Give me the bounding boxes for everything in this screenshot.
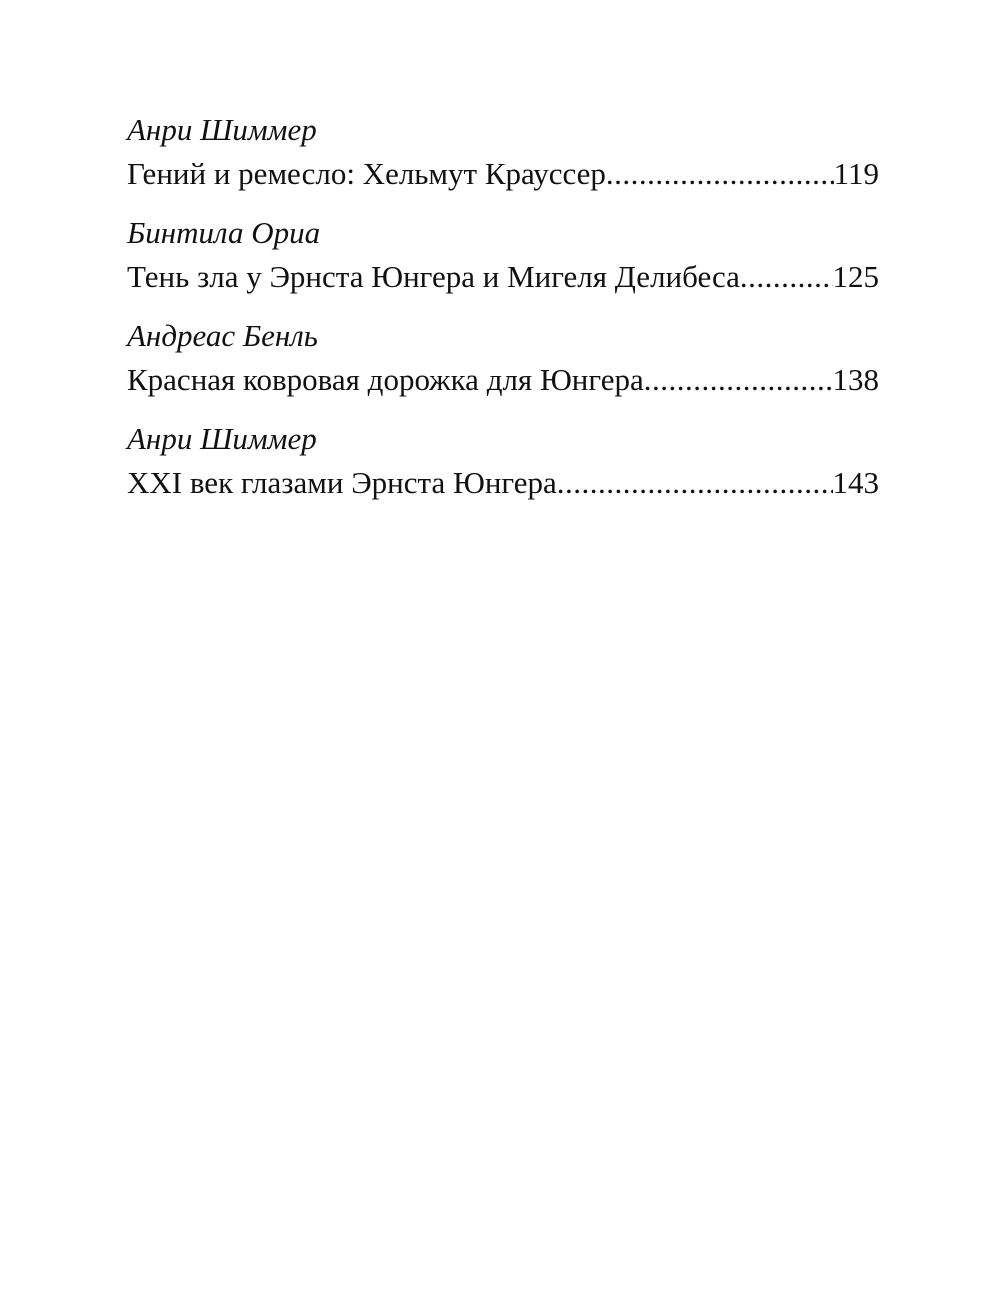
toc-author: Бинтила Ориа (127, 215, 321, 250)
toc-author: Анри Шиммер (127, 112, 317, 147)
toc-page-number: 119 (833, 156, 879, 191)
toc-author: Анри Шиммер (127, 421, 317, 456)
toc-title: Тень зла у Эрнста Юнгера и Мигеля Делибеса (127, 259, 740, 294)
toc-dot-leader (644, 358, 833, 402)
toc-line (127, 461, 879, 505)
toc-entry (127, 417, 879, 505)
toc-line (127, 358, 879, 402)
toc-title: Гений и ремесло: Хельмут Крауссер (127, 156, 606, 191)
toc-title: XXI век глазами Эрнста Юнгера (127, 465, 557, 500)
toc-dot-leader (740, 255, 833, 299)
toc-entry (127, 314, 879, 402)
toc-line (127, 152, 879, 196)
toc-entry (127, 211, 879, 299)
toc-author: Андреас Бенль (127, 318, 318, 353)
toc-page-number: 143 (832, 465, 879, 500)
toc-page-number: 125 (832, 259, 879, 294)
toc-page-number: 138 (832, 362, 879, 397)
toc-title: Красная ковровая дорожка для Юнгера (127, 362, 644, 397)
toc-dot-leader (557, 461, 833, 505)
toc-dot-leader (606, 152, 834, 196)
table-of-contents (127, 108, 879, 520)
toc-line (127, 255, 879, 299)
toc-entry (127, 108, 879, 196)
